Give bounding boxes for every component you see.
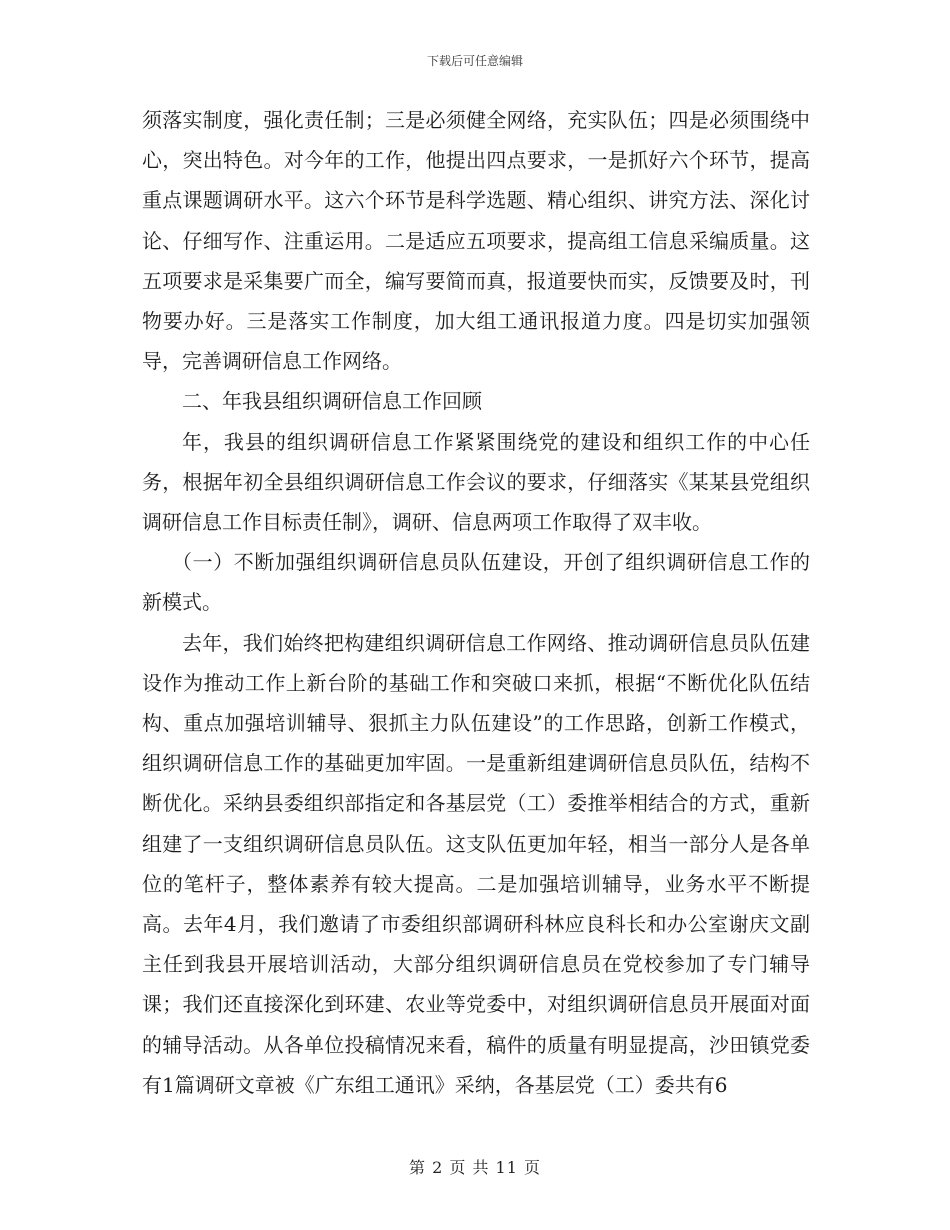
document-body	[142, 100, 810, 1105]
subsection-heading: （一）不断加强组织调研信息员队伍建设，开创了组织调研信息工作的新模式。	[142, 550, 810, 615]
paragraph-review-intro: 年，我县的组织调研信息工作紧紧围绕党的建设和组织工作的中心任务，根据年初全县组织调研信息工作会议的要求，仔细落实《某某县党组织调研信息工作目标责任制》，调研、信息两项工作取得了双丰收。	[142, 429, 810, 535]
section-heading: 二、年我县组织调研信息工作回顾	[182, 389, 482, 414]
paragraph-team-building: 去年，我们始终把构建组织调研信息工作网络、推动调研信息员队伍建设作为推动工作上新台阶的基础工作和突破口来抓，根据“不断优化队伍结构、重点加强培训辅导、狠抓主力队伍建设”的工作思路，创新工作模式，组织调研信息工作的基础更加牢固。一是重新组建调研信息员队伍，结构不断优化。采纳县委组织部指定和各基层党（工）委推举相结合的方式，重新组建了一支组织调研信息员队伍。这支队伍更加年轻，相当一部分人是各单位的笔杆子，整体素养有较大提高。二是加强培训辅导，业务水平不断提高。去年4月，我们邀请了市委组织部调研科林应良科长和办公室谢庆文副主任到我县开展培训活动，大部分组织调研信息员在党校参加了专门辅导课；我们还直接深化到环建、农业等党委中，对组织调研信息员开展面对面的辅导活动。从各单位投稿情况来看，稿件的质量有明显提高，沙田镇党委有1篇调研文章被《广东组工通讯》采纳，各基层党（工）委共有6	[142, 630, 810, 1097]
page-number: 第 2 页 共 11 页	[409, 1158, 541, 1177]
page-header-note: 下载后可任意编辑	[426, 54, 523, 68]
paragraph-continued: 须落实制度，强化责任制；三是必须健全网络，充实队伍；四是必须围绕中心，突出特色。对今年的工作，他提出四点要求，一是抓好六个环节，提高重点课题调研水平。这六个环节是科学选题、精心组织、讲究方法、深化讨论、仔细写作、注重运用。二是适应五项要求，提高组工信息采编质量。这五项要求是采集要广而全，编写要简而真，报道要快而实，反馈要及时，刊物要办好。三是落实工作制度，加大组工通讯报道力度。四是切实加强领导，完善调研信息工作网络。	[142, 108, 810, 374]
